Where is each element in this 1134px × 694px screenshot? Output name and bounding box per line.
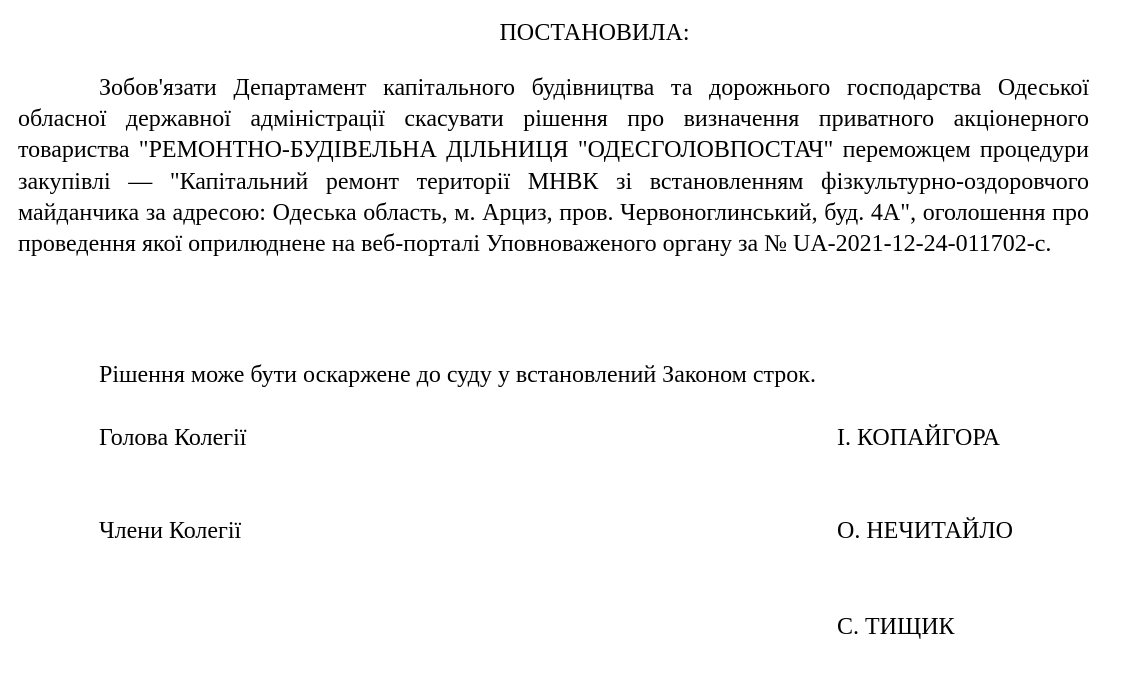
members-label: Члени Колегії [99, 518, 242, 544]
appeal-note: Рішення може бути оскаржене до суду у встановлений Законом строк. [99, 362, 816, 388]
resolution-heading: ПОСТАНОВИЛА: [499, 20, 690, 46]
chair-name: І. КОПАЙГОРА [837, 425, 1000, 451]
member-name-2: С. ТИЩИК [837, 614, 955, 640]
member-name-1: О. НЕЧИТАЙЛО [837, 518, 1013, 544]
chair-label: Голова Колегії [99, 425, 247, 451]
decision-paragraph: Зобов'язати Департамент капітального будівництва та дорожнього господарства Одеської обласної державної адміністрації скасувати рішення про визначення приватного акціонерного товариства "РЕМОНТНО-БУДІВЕЛЬНА ДІЛЬНИЦЯ "ОДЕСГОЛОВПОСТАЧ" переможцем процедури закупівлі — "Капітальний ремонт території МНВК зі встановленням фізкультурно-оздоровчого майданчика за адресою: Одеська область, м. Арциз, пров. Червоноглинський, буд. 4А", оголошення про проведення якої оприлюднене на веб-порталі Уповноваженого органу за № UA-2021-12-24-011702-c. [18, 75, 1089, 258]
